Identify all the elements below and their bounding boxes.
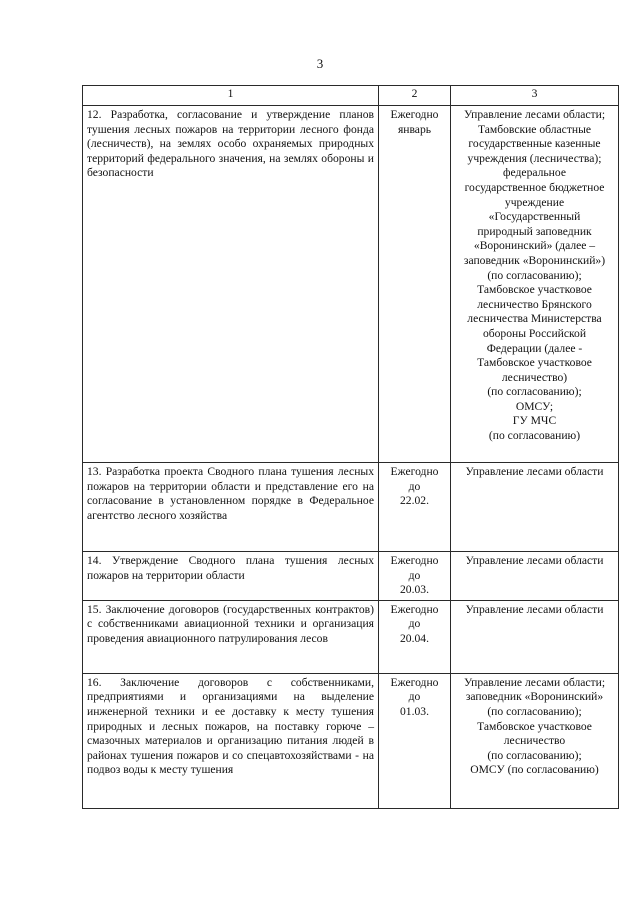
executor-cell (451, 552, 619, 601)
term-line: 20.03. (400, 583, 429, 597)
term-cell (379, 106, 451, 463)
executor-line: Тамбовские областные (477, 122, 592, 136)
table-row (83, 463, 619, 552)
term-cell (379, 552, 451, 601)
term-line: до (408, 617, 421, 631)
plan-table (82, 85, 619, 809)
executor-line: федеральное (503, 166, 566, 180)
term-line: до (408, 568, 421, 582)
term-line: январь (397, 122, 432, 136)
executor-line: заповедник «Воронинский» (465, 690, 604, 704)
executor-line: ОМСУ; (515, 399, 554, 413)
term-line: Ежегодно (390, 554, 439, 567)
executor-line: Управление лесами области; (463, 675, 606, 689)
executor-line: Тамбовское участковое (477, 283, 592, 297)
executor-line: заповедник «Воронинский») (463, 253, 606, 267)
executor-line: Федерации (далее - (486, 341, 583, 355)
executor-line: Управление лесами области (465, 465, 604, 478)
executor-line: (по согласованию) (488, 429, 581, 443)
executor-line: Управление лесами области (465, 554, 604, 567)
term-line: 01.03. (400, 704, 429, 718)
task-cell: 16. Заключение договоров с собственниками, предприятиями и организациями на выделение инженерной техники и ее доставку к месту тушения природных и лесных пожаров, на поставку горюче – смазочных материалов и организацию питания людей в районах тушения пожаров и со спецавтохозяйствами - на подвоз воды к месту тушения (83, 673, 379, 808)
executor-line: Тамбовское участковое (477, 356, 592, 370)
task-cell: 15. Заключение договоров (государственных контрактов) с собственниками авиационной техники и организация проведения авиационного патрулирования лесов (83, 600, 379, 673)
executor-line: учреждение (504, 195, 565, 209)
term-line: до (408, 479, 421, 493)
term-cell (379, 600, 451, 673)
term-line: Ежегодно (390, 602, 439, 616)
executor-line: (по согласованию); (487, 268, 582, 282)
term-cell (379, 463, 451, 552)
executor-line: лесничество Брянского (477, 297, 592, 311)
executor-cell (451, 600, 619, 673)
executor-line: Управление лесами области; (463, 108, 606, 121)
term-cell (379, 673, 451, 808)
executor-line: ОМСУ (по согласованию) (470, 763, 599, 777)
executor-line: «Государственный (488, 210, 581, 224)
column-header-2: 2 (379, 86, 451, 106)
executor-line: «Воронинский» (далее – (473, 239, 596, 253)
executor-cell (451, 106, 619, 463)
executor-line: (по согласованию); (487, 704, 582, 718)
table-row (83, 552, 619, 601)
task-cell: 14. Утверждение Сводного плана тушения лесных пожаров на территории области (83, 552, 379, 601)
term-line: Ежегодно (390, 108, 439, 121)
term-line: Ежегодно (390, 465, 439, 478)
table-header-row (83, 86, 619, 106)
executor-line: лесничество) (501, 370, 568, 384)
term-line: 20.04. (400, 631, 429, 645)
executor-cell (451, 673, 619, 808)
executor-line: государственное бюджетное (464, 180, 605, 194)
term-line: Ежегодно (390, 675, 439, 689)
executor-line: природный заповедник (477, 224, 592, 238)
page-number: 3 (316, 56, 324, 71)
table-row (83, 673, 619, 808)
executor-line: учреждения (лесничества); (467, 151, 602, 165)
task-cell: 13. Разработка проекта Сводного плана тушения лесных пожаров на территории области и представление его на согласование в установленном порядке в Федеральное агентство лесного хозяйства (83, 463, 379, 552)
executor-cell (451, 463, 619, 552)
term-line: 22.02. (400, 494, 429, 508)
executor-line: государственные казенные (468, 137, 601, 151)
executor-line: ГУ МЧС (512, 414, 557, 428)
column-header-1: 1 (83, 86, 379, 106)
executor-line: лесничества Министерства (467, 312, 602, 326)
table-row (83, 600, 619, 673)
task-cell: 12. Разработка, согласование и утверждение планов тушения лесных пожаров на территории лесного фонда (лесничеств), на землях особо охраняемых природных территорий федерального значения, на землях обороны и безопасности (83, 106, 379, 463)
executor-line: обороны Российской (482, 326, 587, 340)
column-header-3: 3 (451, 86, 619, 106)
table-row (83, 106, 619, 463)
executor-line: Тамбовское участковое (477, 719, 592, 733)
executor-line: Управление лесами области (465, 602, 604, 616)
executor-line: (по согласованию); (487, 385, 582, 399)
executor-line: (по согласованию); (487, 748, 582, 762)
executor-line: лесничество (503, 734, 566, 748)
term-line: до (408, 690, 421, 704)
